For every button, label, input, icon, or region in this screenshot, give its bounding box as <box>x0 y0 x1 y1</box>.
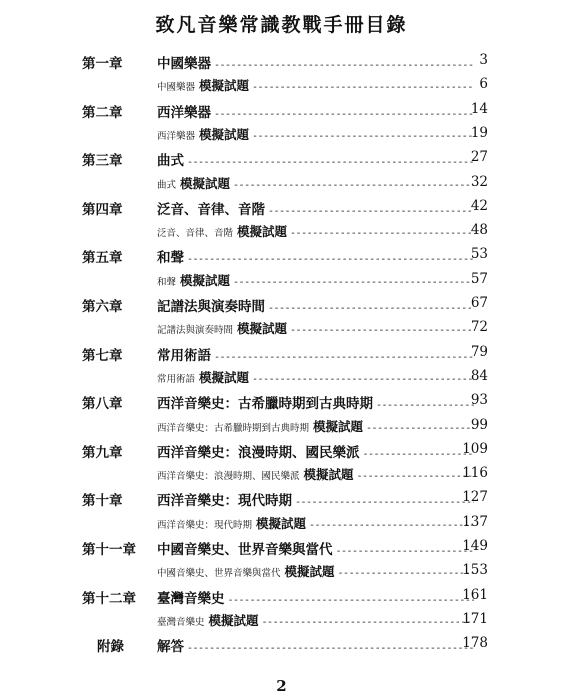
chapter-number: 第九章 <box>82 444 123 461</box>
page-number: 161 <box>462 586 488 603</box>
chapter-number: 第一章 <box>82 56 123 72</box>
dot-leader <box>252 82 474 93</box>
toc-entry-label <box>157 174 230 192</box>
toc-chapter-row <box>0 633 563 655</box>
subsection-label: 模擬試題 <box>208 612 259 628</box>
subsection-topic: 臺灣音樂史 <box>157 616 205 628</box>
chapter-number: 第八章 <box>82 396 123 413</box>
subsection-topic: 記譜法與演奏時間 <box>157 325 234 337</box>
dot-leader <box>252 374 474 385</box>
page-number: 137 <box>462 513 488 530</box>
page-number: 149 <box>462 538 488 554</box>
toc-entry-label: 西洋音樂史：浪漫時期、國民樂派 <box>157 444 360 461</box>
subsection-topic: 和聲 <box>157 276 177 288</box>
chapter-number: 附錄 <box>97 639 124 656</box>
toc-entry-line <box>157 392 477 412</box>
dot-leader <box>268 206 474 217</box>
toc-entry-label: 中國音樂史、世界音樂與當代 <box>157 542 333 558</box>
toc-entry-label <box>157 319 287 337</box>
toc-entry-line <box>157 635 477 655</box>
page-number: 79 <box>470 343 488 360</box>
page-number: 57 <box>470 270 488 287</box>
toc-chapter-row <box>0 99 563 121</box>
toc-entry-label <box>157 562 335 580</box>
page-number: 116 <box>462 465 488 482</box>
page-number: 6 <box>479 76 488 93</box>
toc-chapter-row <box>0 147 563 169</box>
chapter-number: 第六章 <box>82 299 123 315</box>
page-number: 72 <box>470 319 488 336</box>
toc-subsection-row <box>0 74 563 96</box>
page-number: 99 <box>470 416 488 433</box>
toc-entry-line <box>157 344 477 364</box>
toc-entry-line <box>157 174 477 192</box>
dot-leader <box>187 254 474 265</box>
toc-subsection-row <box>0 609 563 631</box>
toc-entry-line <box>157 198 477 218</box>
toc-entry-line <box>157 417 477 435</box>
toc-chapter-row <box>0 293 563 315</box>
toc-chapter-row <box>0 50 563 72</box>
toc-entry-line <box>157 489 477 509</box>
page-number: 67 <box>470 295 488 311</box>
toc-chapter-row <box>0 536 563 558</box>
toc-chapter-row <box>0 244 563 266</box>
subsection-topic: 中國音樂史、世界音樂與當代 <box>157 568 281 580</box>
dot-leader <box>187 157 474 168</box>
toc-entry-label: 西洋音樂史：現代時期 <box>157 493 292 510</box>
dot-leader <box>187 643 474 654</box>
toc-entry-label <box>157 417 363 435</box>
subsection-topic: 常用術語 <box>157 373 196 385</box>
page-number: 14 <box>470 100 488 117</box>
toc-entry-line <box>157 76 477 94</box>
toc-entry-label <box>157 611 259 629</box>
toc-entry-label: 和聲 <box>157 250 184 267</box>
dot-leader <box>214 109 474 120</box>
toc-subsection-row <box>0 366 563 388</box>
subsection-topic: 泛音、音律、音階 <box>157 228 234 240</box>
toc-entry-line <box>157 319 477 337</box>
dot-leader <box>268 303 474 314</box>
toc-chapter-row <box>0 342 563 364</box>
subsection-topic: 西洋音樂史：現代時期 <box>157 519 253 531</box>
toc-entry-label: 中國樂器 <box>157 56 211 72</box>
subsection-label: 模擬試題 <box>237 321 288 337</box>
subsection-topic: 西洋音樂史：浪漫時期、國民樂派 <box>157 471 300 483</box>
toc-entry-label: 臺灣音樂史 <box>157 590 225 607</box>
toc-entry-label <box>157 271 230 289</box>
page-number-footer: 2 <box>276 677 287 695</box>
dot-leader <box>290 325 474 336</box>
toc-entry-label: 泛音、音律、音階 <box>157 201 265 218</box>
subsection-label: 模擬試題 <box>313 418 364 434</box>
toc-entry-label <box>157 222 287 240</box>
subsection-label: 模擬試題 <box>199 369 250 385</box>
page-number: 178 <box>462 635 488 652</box>
subsection-topic: 中國樂器 <box>157 82 196 94</box>
page-number: 127 <box>462 489 488 506</box>
page-number: 53 <box>470 246 488 263</box>
dot-leader <box>233 277 474 288</box>
toc-entry-label <box>157 368 249 386</box>
toc-entry-label: 記譜法與演奏時間 <box>157 299 265 315</box>
dot-leader <box>290 228 474 239</box>
subsection-label: 模擬試題 <box>284 564 335 580</box>
dot-leader <box>262 617 474 628</box>
chapter-number: 第四章 <box>82 201 123 218</box>
toc-entry-line <box>157 587 477 607</box>
subsection-label: 模擬試題 <box>237 224 288 240</box>
chapter-number: 第十一章 <box>82 542 136 558</box>
toc-entry-label: 西洋音樂史：古希臘時期到古典時期 <box>157 396 373 413</box>
subsection-topic: 曲式 <box>157 179 177 191</box>
toc-entry-line <box>157 101 477 121</box>
page-number: 48 <box>470 222 488 239</box>
toc-entry-line <box>157 222 477 240</box>
toc-subsection-row <box>0 415 563 437</box>
toc-entry-label <box>157 514 306 532</box>
toc-entry-label: 常用術語 <box>157 347 211 364</box>
toc-subsection-row <box>0 269 563 291</box>
chapter-number: 第五章 <box>82 250 123 267</box>
subsection-label: 模擬試題 <box>256 515 307 531</box>
chapter-number: 第十章 <box>82 493 123 510</box>
subsection-label: 模擬試題 <box>303 467 354 483</box>
toc-entry-line <box>157 246 477 266</box>
toc-entry-line <box>157 465 477 483</box>
toc-entry-line <box>157 611 477 629</box>
chapter-number: 第三章 <box>82 153 123 170</box>
toc-subsection-row <box>0 512 563 534</box>
subsection-label: 模擬試題 <box>199 78 250 94</box>
subsection-label: 模擬試題 <box>180 272 231 288</box>
toc-entry-line <box>157 441 477 461</box>
subsection-topic: 西洋樂器 <box>157 130 196 142</box>
toc-chapter-row <box>0 439 563 461</box>
toc-subsection-row <box>0 317 563 339</box>
chapter-number: 第十二章 <box>82 590 136 607</box>
toc-subsection-row <box>0 220 563 242</box>
toc-entry-label <box>157 125 249 143</box>
page-number: 153 <box>462 562 488 579</box>
toc-entry-line <box>157 295 477 315</box>
toc-chapter-row <box>0 390 563 412</box>
toc-entry-label: 西洋樂器 <box>157 104 211 121</box>
toc-subsection-row <box>0 560 563 582</box>
toc-entry-line <box>157 538 477 558</box>
toc-entry-label: 曲式 <box>157 153 184 170</box>
page-number: 19 <box>470 124 488 141</box>
page-number: 42 <box>470 197 488 214</box>
toc-subsection-row <box>0 123 563 145</box>
page-number: 27 <box>470 149 488 166</box>
toc-chapter-row <box>0 585 563 607</box>
toc-entry-label <box>157 76 249 94</box>
chapter-number: 第二章 <box>82 104 123 121</box>
toc-chapter-row <box>0 196 563 218</box>
toc-entry-line <box>157 52 477 72</box>
dot-leader <box>228 595 475 606</box>
dot-leader <box>252 131 474 142</box>
subsection-label: 模擬試題 <box>199 126 250 142</box>
toc-entry-line <box>157 368 477 386</box>
subsection-topic: 西洋音樂史：古希臘時期到古典時期 <box>157 422 310 434</box>
dot-leader <box>233 180 474 191</box>
toc-entry-label: 解答 <box>157 639 184 656</box>
toc-entry-line <box>157 149 477 169</box>
chapter-number: 第七章 <box>82 347 123 364</box>
toc-subsection-row <box>0 463 563 485</box>
toc-entry-label <box>157 465 354 483</box>
toc-entry-line <box>157 271 477 289</box>
dot-leader <box>214 60 474 71</box>
page-number: 84 <box>470 367 488 384</box>
dot-leader <box>214 352 474 363</box>
toc-entry-line <box>157 562 477 580</box>
toc-entry-line <box>157 125 477 143</box>
page-number: 32 <box>470 173 488 190</box>
toc-chapter-row <box>0 487 563 509</box>
page-number: 171 <box>462 610 488 627</box>
document-title: 致凡音樂常識教戰手冊目錄 <box>155 14 408 36</box>
toc-entry-line <box>157 514 477 532</box>
page-number: 93 <box>470 392 488 409</box>
subsection-label: 模擬試題 <box>180 175 231 191</box>
page-number: 3 <box>479 52 488 68</box>
page-number: 109 <box>462 440 488 457</box>
toc-subsection-row <box>0 172 563 194</box>
